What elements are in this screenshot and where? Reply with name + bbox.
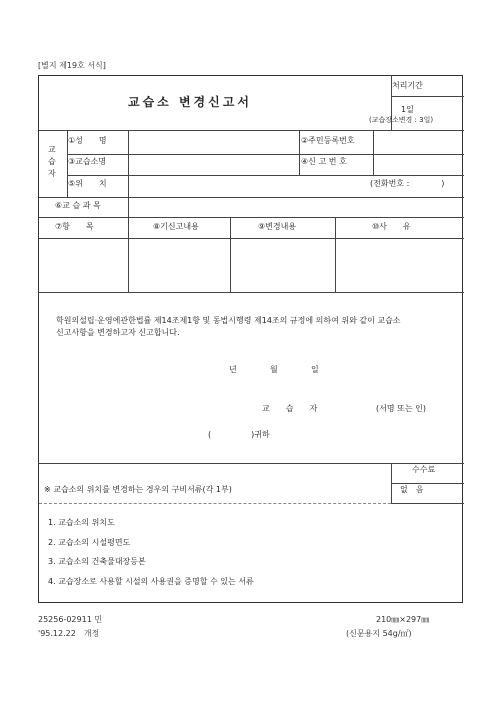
applicant-group-char-3: 자 [48,169,56,178]
attachment-item: 4. 교습장소로 사용할 시설의 사용권을 증명할 수 있는 서류 [48,577,254,586]
header-item: ⑦항 목 [55,222,94,231]
footer-form-code: 25256-02911 민 [38,615,103,624]
applicant-group-char-2: 습 [48,157,56,166]
statement-line-1: 학원의설립·운영에관한법률 제14조제1항 및 동법시행령 제14조의 규정에 의하여 위와 같이 교습소 [56,316,401,325]
footer-paper-type: (신문용지 54g/㎡) [346,629,412,638]
date-day: 일 [311,365,319,374]
school-name-label: ③교습소명 [68,157,107,166]
phone-label: (전화번호 : ) [370,179,445,188]
attachment-item: 1. 교습소의 위치도 [48,518,115,527]
processing-period-value: 1일 [401,105,414,114]
changed-content-cell[interactable] [230,238,334,290]
footer-paper-size: 210㎜×297㎜ [376,615,430,624]
reason-cell[interactable] [335,238,462,290]
location-field[interactable] [128,175,368,195]
report-number-label: ④신 고 번 호 [301,157,347,166]
location-label: ⑤위 치 [68,179,107,188]
attachments-note: ※ 교습소의 위치를 변경하는 경우의 구비서류(각 1부) [44,485,232,494]
item-cell[interactable] [39,238,127,290]
report-number-field[interactable] [373,154,462,174]
fee-value: 없 음 [400,485,424,494]
rrn-field[interactable] [373,130,462,152]
fee-header: 수수료 [412,465,436,474]
name-field[interactable] [128,130,298,152]
date-year: 년 [229,365,237,374]
date-month: 월 [270,365,278,374]
form-number-label: [별지 제19호 서식] [38,61,106,70]
statement-line-2: 신고사항을 변경하고자 신고합니다. [56,328,180,337]
recipient-line: ( )귀하 [208,430,270,439]
signer-label: 교 습 자 [262,404,318,413]
subject-field[interactable] [128,197,462,216]
form-title: 교습소 변경신고서 [128,95,252,109]
attachment-item: 3. 교습소의 건축물대장등본 [48,557,146,566]
subject-label: ⑥교 습 과 목 [55,201,101,210]
school-name-field[interactable] [128,154,298,174]
processing-period-header: 처리기간 [392,81,423,90]
attachment-item: 2. 교습소의 시설평면도 [48,538,131,547]
previous-content-cell[interactable] [128,238,229,290]
header-reason: ⑩사 유 [372,222,411,231]
applicant-group-char-1: 교 [48,145,56,154]
footer-revision-date: '95.12.22 개정 [38,629,100,638]
header-changed-content: ⑨변경내용 [258,222,297,231]
header-previous-content: ⑧기신고내용 [153,222,199,231]
rrn-label: ②주민등록번호 [301,136,355,145]
signature-placeholder: (서명 또는 인) [376,404,426,413]
processing-period-note: (교습장소변경 : 3일) [369,116,434,124]
name-label: ①성 명 [68,136,107,145]
